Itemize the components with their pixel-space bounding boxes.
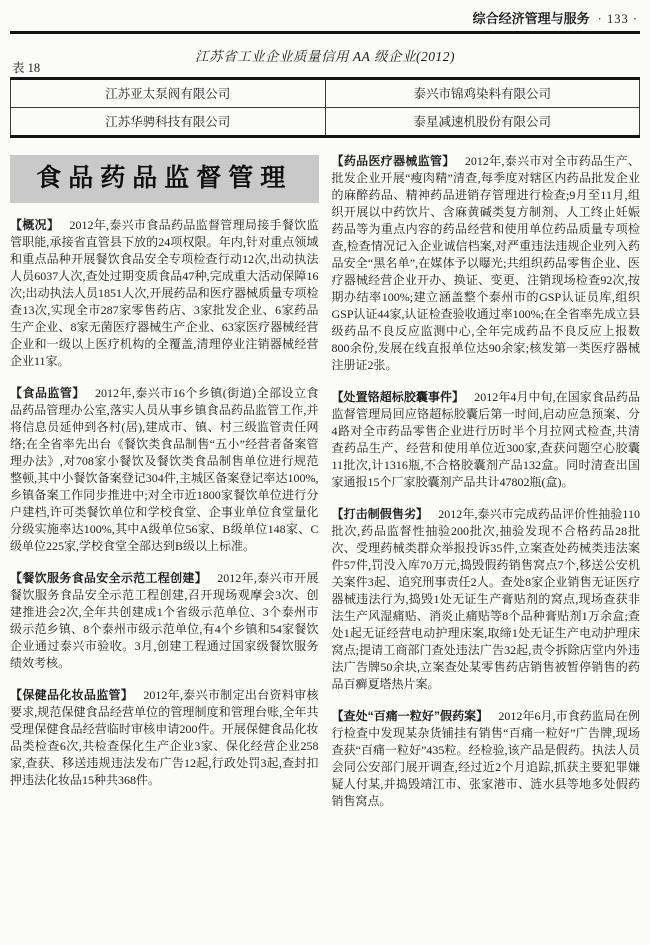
paragraph-food-supervision (10, 385, 319, 555)
page-header (10, 8, 640, 27)
paragraph-heading: 【打击制假售劣】 (331, 507, 429, 521)
paragraph-chromium-capsule-incident (332, 389, 641, 491)
running-head-title: 综合经济管理与服务 (472, 11, 590, 26)
paragraph-counterfeit-crackdown (332, 506, 641, 693)
left-column (10, 153, 319, 810)
paragraph-text: 2012年,泰兴市对全市药品生产、批发企业开展“瘦肉精”清查,每季度对辖区内药品批发企业的麻醉药品、精神药品进销存管理进行检查;9月至11月,组织开展以中药饮片、含麻黄碱类复方制剂、人工终止妊娠药品等为重点内容的药品经营和使用单位药品质量专项检查,检查情况记入企业诚信档案,对严重违法违规企业列入药品安全“黑名单”,在媒体予以曝光;共组织药品零售企业、医疗器械经营企业开办、换证、变更、注销现场检查92次,按期办结率100%;建立涵盖整个泰州市的GSP认证员库,组织GSP认证44家,认证检查验收通过率100%;在全省率先成立县级药品不良反应监测中心,全年完成药品不良反应上报数800余份,发展在线直报单位达90余家;核发第一类医疗器械注册证2张。 (331, 154, 640, 372)
paragraph-fake-drug-case (332, 708, 641, 810)
right-column (332, 153, 641, 810)
paragraph-overview (10, 217, 319, 370)
paragraph-drug-device-supervision (332, 153, 641, 374)
paragraph-text: 2012年,泰兴市制定出台资料审核要求,规范保健食品经营单位的管理制度和管理台账,全年共受理保健食品经营临时审核申请200件。开展保健食品化妆品类检查6次,共检查保化生产企业3家、保化经营企业258家,查获、移送违规违法发布广告12起,行政处罚3起,查封扣押违法化妆品15种共368件。 (10, 688, 319, 787)
body-columns (10, 153, 640, 810)
paragraph-heading: 【保健品化妆品监管】 (10, 688, 134, 702)
paragraph-text: 2012年4月中旬,在国家食品药品监督管理局回应铬超标胶囊后第一时间,启动应急预案、分4路对全市药品零售企业进行历时半个月拉网式检查,共清查药品生产、经营和使用单位近300家,查获问题空心胶囊11批次,计1316瓶,不合格胶囊剂产品132盒。同时清查出国家通报15个厂家胶囊剂产品共计47802瓶(盒)。 (331, 390, 640, 489)
header-rule (10, 31, 640, 34)
table-label: 表 18 (12, 61, 41, 75)
table-row (11, 108, 640, 136)
paragraph-text: 2012年,泰兴市开展餐饮服务食品安全示范工程创建,召开现场观摩会3次、创建推进会2次,全年共创建成1个省级示范单位、3个泰州市级示范乡镇、8个泰州市级示范单位,有4个乡镇和54家餐饮企业通过泰兴市验收。3月,创建工程通过国家级餐饮服务绩效考核。 (10, 571, 319, 670)
paragraph-heading: 【食品监管】 (10, 386, 85, 400)
paragraph-catering-demo-project (10, 570, 319, 672)
paragraph-heading: 【处置铬超标胶囊事件】 (331, 390, 465, 404)
paragraph-heading: 【概况】 (10, 218, 60, 232)
paragraph-text: 2012年,泰兴市食品药品监督管理局接手餐饮监管职能,承接省直管县下放的24项权限。年内,针对重点领域和重点品种开展餐饮食品安全专项检查行动12次,出动执法人员6037人次,查处过期变质食品47种,完成重大活动保障16次;出动执法人员1851人次,开展药品和医疗器械质量专项检查13次,实现全市287家零售药店、3家批发企业、6家药品生产企业、8家无菌医疗器械生产企业、63家医疗器械经营企业和一级以上医疗机构的全覆盖,清理停业注销器械经营企业11家。 (10, 218, 319, 368)
company-table (10, 80, 640, 135)
table-cell: 泰星减速机股份有限公司 (325, 108, 640, 136)
table-title: 江苏省工业企业质量信用 AA 级企业(2012) (195, 49, 455, 64)
table-cell: 泰兴市锦鸡染料有限公司 (325, 80, 640, 108)
paragraph-text: 2012年6月,市食药监局在例行检查中发现某杂货铺挂有销售“百痛一粒好”广告牌,现场查获“百痛一粒好”435粒。经检验,该产品是假药。执法人员会同公安部门展开调查,经过近2个月追踪,抓获主要犯罪嫌疑人付某,并捣毁靖江市、张家港市、涟水县等地多处假药销售窝点。 (331, 709, 640, 808)
paragraph-text: 2012年,泰兴市完成药品评价性抽验110批次,药品监督性抽验200批次,抽验发现不合格药品28批次、受理药械类群众举报投诉35件,立案查处药械类违法案件57件,罚没入库70万元,捣毁假药销售窝点7个,移送公安机关案件3起、追究刑事责任2人。查处8家企业销售无证医疗器械违法行为,捣毁1处无证生产膏贴剂的窝点,现场查获非法生产风湿痛贴、消炎止痛贴等8个品种膏贴剂1万余盒;查处1起无证经营电动护理床案,取缔1处无证生产电动护理床窝点;提请工商部门查处违法广告32起,责令拆除店堂内外违法广告牌50余块,立案查处某零售药店销售被暂停销售的药品百癣夏塔热片案。 (331, 507, 640, 691)
paragraph-text: 2012年,泰兴市16个乡镇(街道)全部设立食品药品管理办公室,落实人员从事乡镇食品药品监管工作,并将信息员延伸到各村(居),建成市、镇、村三级监管责任网络;在全省率先出台《餐饮类食品制售“五小”经营者备案管理办法》,对708家小餐饮及餐饮类食品制售单位进行规范整顿,其中小餐饮备案登记304件,主城区备案登记率达100%,乡镇备案工作同步推进中;对全市近1800家餐饮单位进行分户建档,许可类餐饮单位和学校食堂、企事业单位食堂量化分级实施率达100%,其中A级单位56家、B级单位148家、C级单位225家,学校食堂全部达到B级以上标准。 (10, 386, 319, 553)
table-cell: 江苏亚太泵阀有限公司 (11, 80, 326, 108)
table-caption (10, 41, 640, 77)
table-row (11, 80, 640, 108)
page-number: · 133 · (597, 12, 638, 26)
table-cell: 江苏华骋科技有限公司 (11, 108, 326, 136)
paragraph-heading: 【餐饮服务食品安全示范工程创建】 (10, 571, 208, 585)
paragraph-heading: 【药品医疗器械监管】 (331, 154, 455, 168)
company-table-wrap (10, 77, 640, 138)
paragraph-heading: 【查处“百痛一粒好”假药案】 (331, 709, 489, 723)
paragraph-healthfood-cosmetics (10, 687, 319, 789)
section-banner: 食品药品监督管理 (10, 155, 319, 203)
